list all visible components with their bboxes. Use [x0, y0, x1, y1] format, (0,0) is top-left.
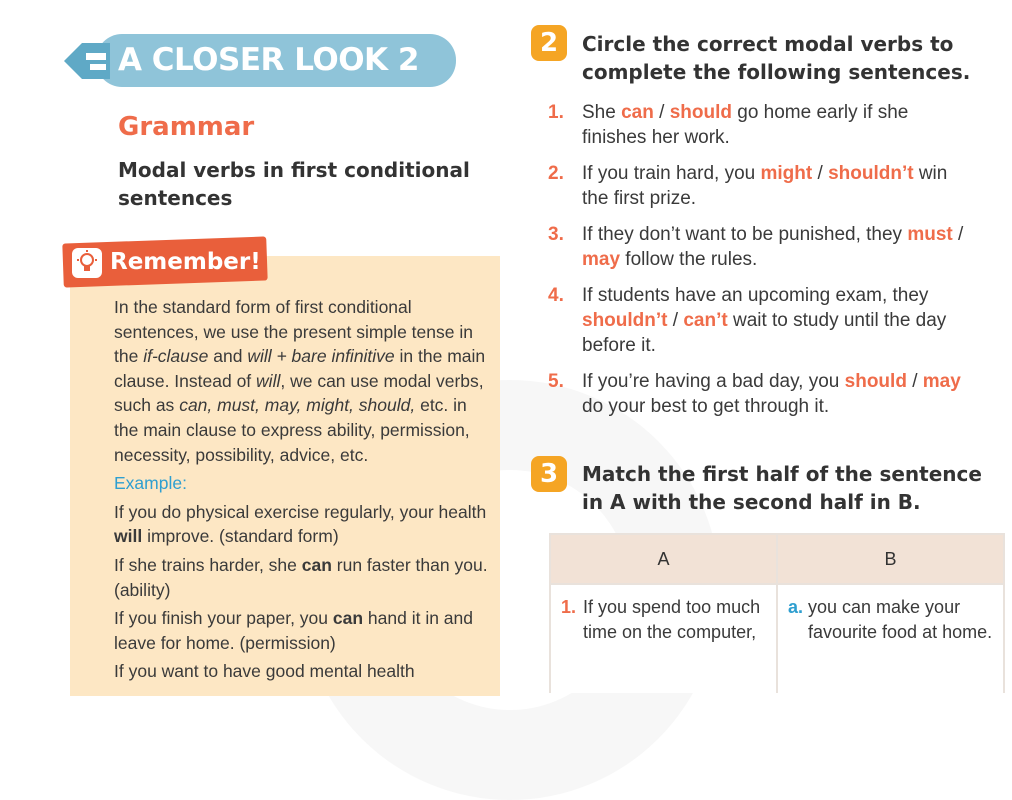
example-sentence: If she trains harder, she can run faster than you. (ability): [114, 554, 488, 600]
modal-option[interactable]: shouldn’t: [582, 310, 668, 331]
column-header: A: [551, 535, 776, 583]
intro-segment: if-clause: [143, 346, 209, 367]
intro-segment: can, must, may, might, should,: [179, 395, 416, 416]
table-cell[interactable]: a. you can make your favourite food at home.: [778, 585, 1003, 693]
task-title: Match the first half of the sentence in A with the second half in B.: [582, 462, 982, 514]
modal-option[interactable]: shouldn’t: [828, 163, 914, 184]
modal-option[interactable]: should: [669, 102, 732, 123]
task-number-badge: 2: [531, 25, 567, 61]
question-number: 3.: [548, 224, 564, 245]
arrow-icon: [62, 37, 112, 85]
question-text: She can / should go home early if she finishes her work.: [582, 102, 909, 148]
lightbulb-icon: [72, 248, 102, 278]
question-number: 5.: [548, 371, 564, 392]
question-item: [548, 161, 968, 211]
modal-option[interactable]: must: [907, 224, 953, 245]
page-title: A CLOSER LOOK 2: [118, 42, 419, 78]
modal-option[interactable]: may: [582, 249, 621, 270]
intro-segment: in the main clause. Instead of: [114, 346, 486, 391]
remember-label: Remember!: [110, 249, 261, 275]
match-table: [549, 533, 1005, 695]
intro-segment: will: [256, 370, 281, 391]
question-text: If students have an upcoming exam, they shouldn’t / can’t wait to study until the day before it.: [582, 285, 947, 356]
question-item: [548, 369, 968, 419]
modal-option[interactable]: may: [922, 371, 961, 392]
intro-segment: will + bare infinitive: [247, 346, 395, 367]
question-number: 4.: [548, 285, 564, 306]
question-item: [548, 283, 968, 358]
question-number: 2.: [548, 163, 564, 184]
example-sentence: If you want to have good mental health: [114, 661, 415, 682]
section-heading: Grammar: [118, 112, 255, 142]
table-cell[interactable]: 1. If you spend too much time on the computer,: [551, 585, 776, 693]
question-list: [548, 100, 968, 419]
intro-segment: and: [208, 346, 248, 367]
example-sentence: If you do physical exercise regularly, your health will improve. (standard form): [114, 501, 487, 547]
intro-segment: etc. in the main clause to express ability, permission, necessity, possibility, advice, etc.: [114, 395, 470, 465]
example-list: [114, 500, 494, 684]
table-row: [551, 585, 1003, 693]
intro-segment: In the standard form of first conditional sentences, we use the present simple tense in the: [114, 297, 473, 367]
modal-option[interactable]: should: [844, 371, 907, 392]
task-title: Circle the correct modal verbs to complete the following sentences.: [582, 32, 971, 84]
question-text: If you’re having a bad day, you should / may do your best to get through it.: [582, 371, 961, 417]
intro-segment: , we can use modal verbs, such as: [114, 370, 484, 416]
question-text: If they don’t want to be punished, they must / may follow the rules.: [582, 224, 964, 270]
modal-option[interactable]: can: [621, 102, 654, 123]
column-header: B: [778, 535, 1003, 583]
question-item: [548, 222, 968, 272]
remember-intro: [114, 295, 494, 467]
question-item: [548, 100, 968, 150]
question-text: If you train hard, you might / shouldn’t win the first prize.: [582, 163, 948, 209]
example-sentence: If you finish your paper, you can hand it in and leave for home. (permission): [114, 608, 473, 653]
remember-text: [114, 295, 494, 684]
modal-option[interactable]: can’t: [683, 310, 728, 331]
modal-option[interactable]: might: [760, 163, 813, 184]
question-number: 1.: [548, 102, 564, 123]
example-label: Example:: [114, 473, 187, 494]
section-subheading: Modal verbs in first conditional sentences: [118, 158, 470, 210]
task-number-badge: 3: [531, 456, 567, 492]
